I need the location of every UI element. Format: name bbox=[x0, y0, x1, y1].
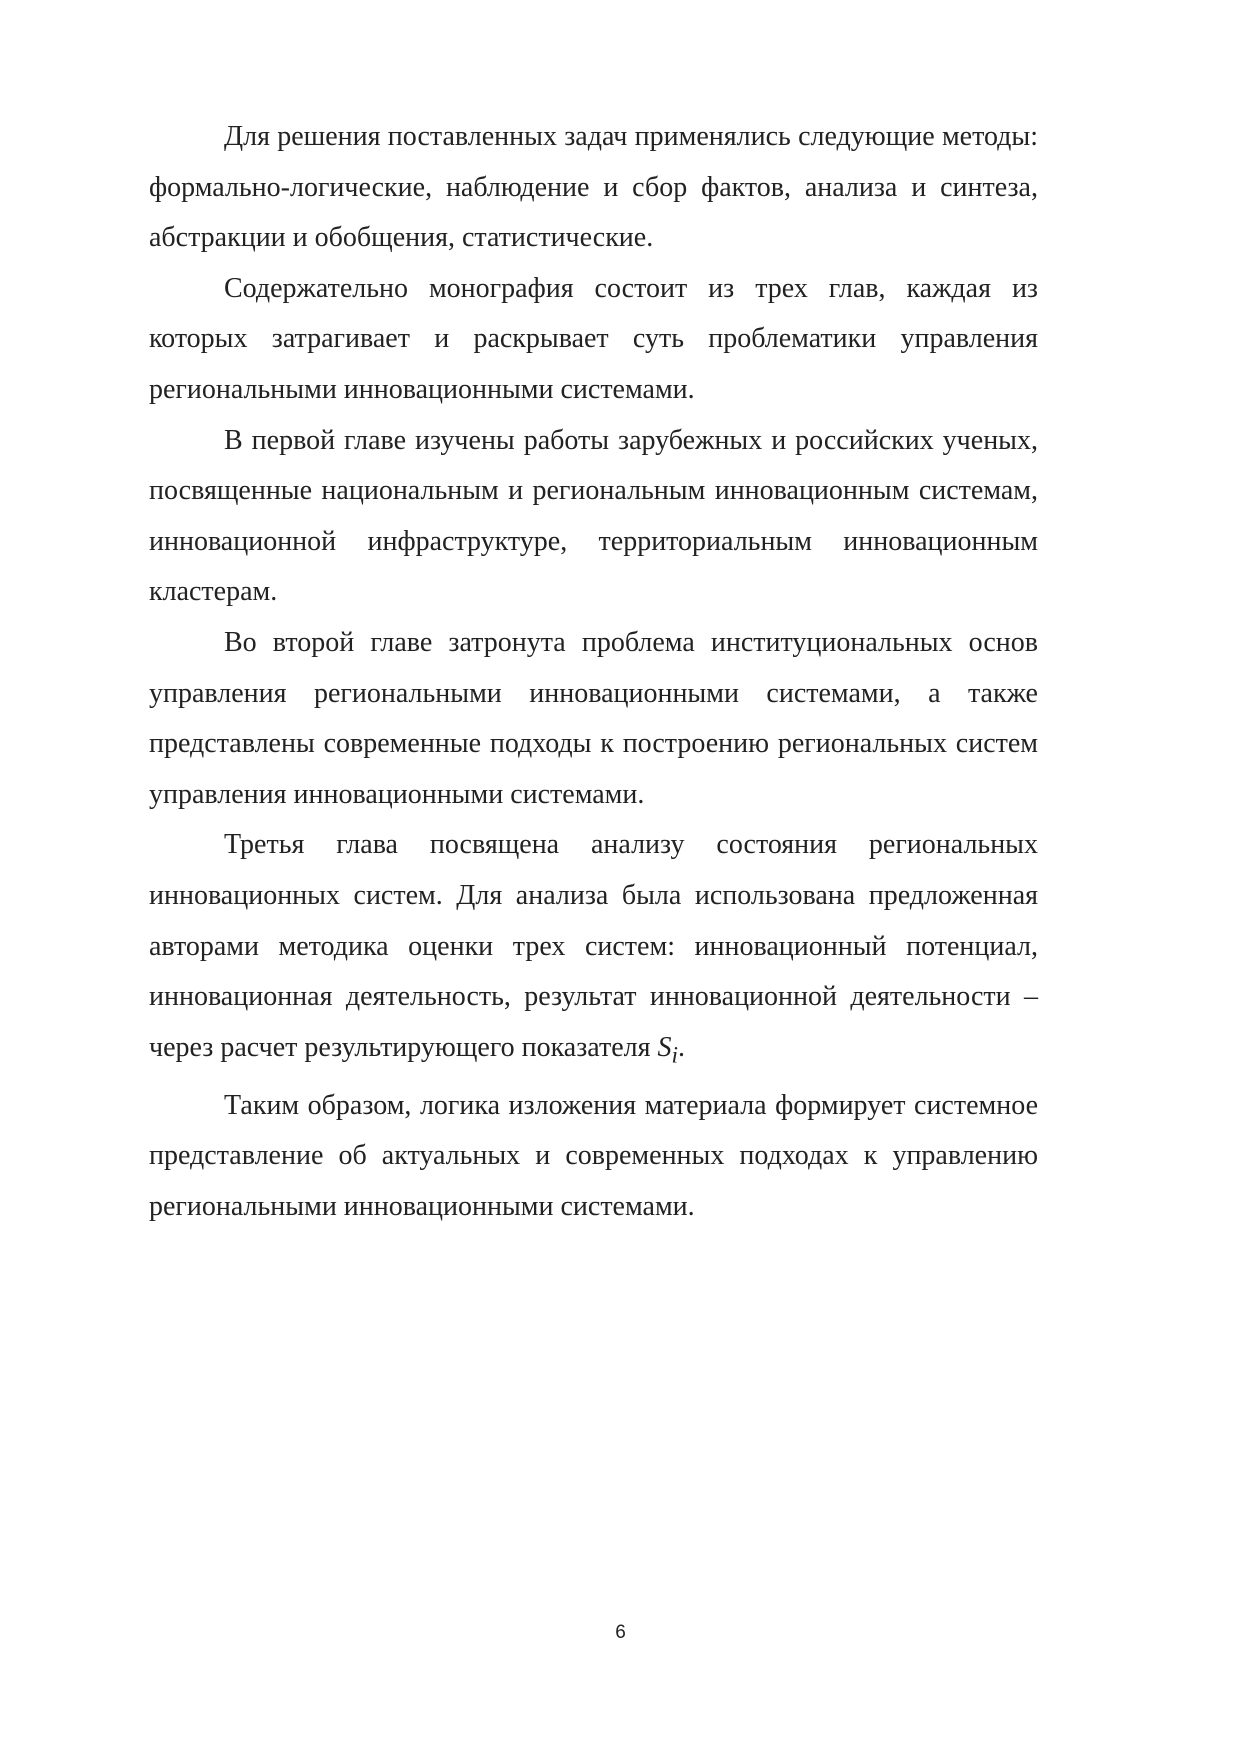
paragraph-conclusion: Таким образом, логика изложения материала формирует системное представление об актуальных и современных подходах к управлению региональными инновационными системами. bbox=[149, 1089, 1038, 1223]
body-text bbox=[149, 112, 1038, 1233]
paragraph-chapter-1: В первой главе изучены работы зарубежных и российских ученых, посвященные национальным и региональным инновационным системам, инновационной инфраструктуре, территориальным инновационным кластерам. bbox=[149, 424, 1038, 608]
paragraph-chapter-2: Во второй главе затронута проблема институциональных основ управления региональными инновационными системами, а также представлены современные подходы к построению региональных систем управления инновационными системами. bbox=[149, 626, 1038, 810]
paragraph-chapter-3 bbox=[149, 820, 1038, 1081]
paragraph-structure: Содержательно монография состоит из трех глав, каждая из которых затрагивает и раскрывает суть проблематики управления региональными инновационными системами. bbox=[149, 272, 1038, 405]
paragraph-methods: Для решения поставленных задач применялись следующие методы: формально-логические, наблюдение и сбор фактов, анализа и синтеза, абстракции и обобщения, статистические. bbox=[149, 121, 1038, 254]
chapter-3-end: . bbox=[677, 1031, 685, 1063]
indicator-symbol: $S_i$ bbox=[657, 1031, 678, 1069]
page-number: 6 bbox=[615, 1622, 626, 1643]
indicator-subscript: i bbox=[671, 1042, 678, 1069]
chapter-3-text: Третья глава посвящена анализу состояния региональных инновационных систем. Для анализа была использована предложенная авторами методика оценки трех систем: инновационный потенциал, инновационная деятельность, результат инновационной деятельности – через расчет результирующего показателя bbox=[149, 829, 1038, 1063]
